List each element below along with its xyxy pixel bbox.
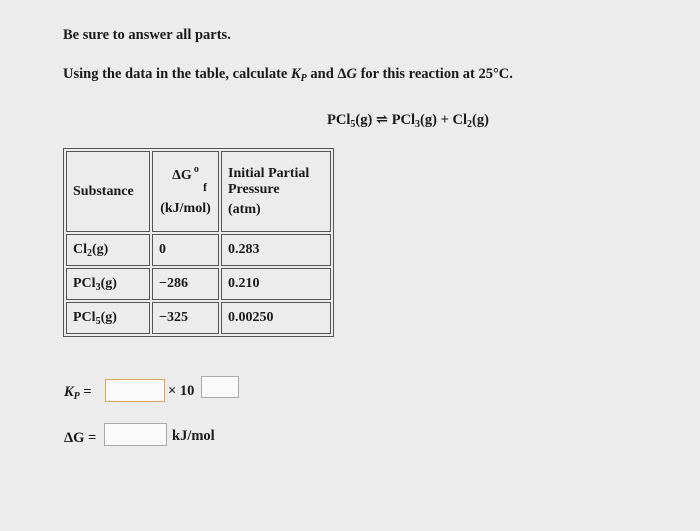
header-initial-pressure: Initial Partial Pressure (atm) [221, 151, 331, 232]
kp-answer-label: $K_P$ = [64, 384, 92, 402]
delta-g-units: kJ/mol [172, 428, 215, 444]
kp-mantissa-input[interactable] [105, 379, 165, 402]
question-text-part: for this reaction at 25°C. [356, 66, 513, 82]
substance-cell: PCl$_3$(g) [66, 268, 150, 300]
delta-g-answer-label: ΔG = [64, 430, 97, 446]
question-text-part: and [306, 66, 338, 82]
delta-g-cell: 0 [152, 234, 219, 266]
delta-g-cell: −286 [152, 268, 219, 300]
reaction-equation: PCl$_5$(g) ⇌ $PCl_3(g) + Cl_2(g)$ [327, 112, 489, 130]
header-delta-g: ΔG $^o$ f (kJ/mol) [152, 151, 219, 232]
times-ten-label: × 10 [168, 383, 195, 399]
table-row [66, 234, 331, 266]
header-substance: Substance [66, 151, 150, 232]
kp-exponent-input[interactable] [201, 376, 239, 398]
pressure-cell: 0.00250 [221, 302, 331, 334]
thermo-data-table [63, 148, 334, 337]
delta-g-cell: −325 [152, 302, 219, 334]
substance-cell: PCl$_5$(g) [66, 302, 150, 334]
equilibrium-arrow-icon: ⇌ [375, 112, 389, 128]
instruction-text: Be sure to answer all parts. [63, 27, 231, 43]
substance-cell: $Cl_2(g)$ [66, 234, 150, 266]
delta-g-symbol: ΔG [337, 66, 357, 82]
table-row [66, 302, 331, 334]
pressure-cell: 0.210 [221, 268, 331, 300]
delta-g-input[interactable] [104, 423, 167, 446]
pressure-cell: 0.283 [221, 234, 331, 266]
question-text-part: Using the data in the table, calculate [63, 66, 291, 82]
kp-symbol: $K_P$ [290, 66, 307, 84]
question-text [63, 66, 513, 83]
table-header-row [66, 151, 331, 232]
table-row [66, 268, 331, 300]
